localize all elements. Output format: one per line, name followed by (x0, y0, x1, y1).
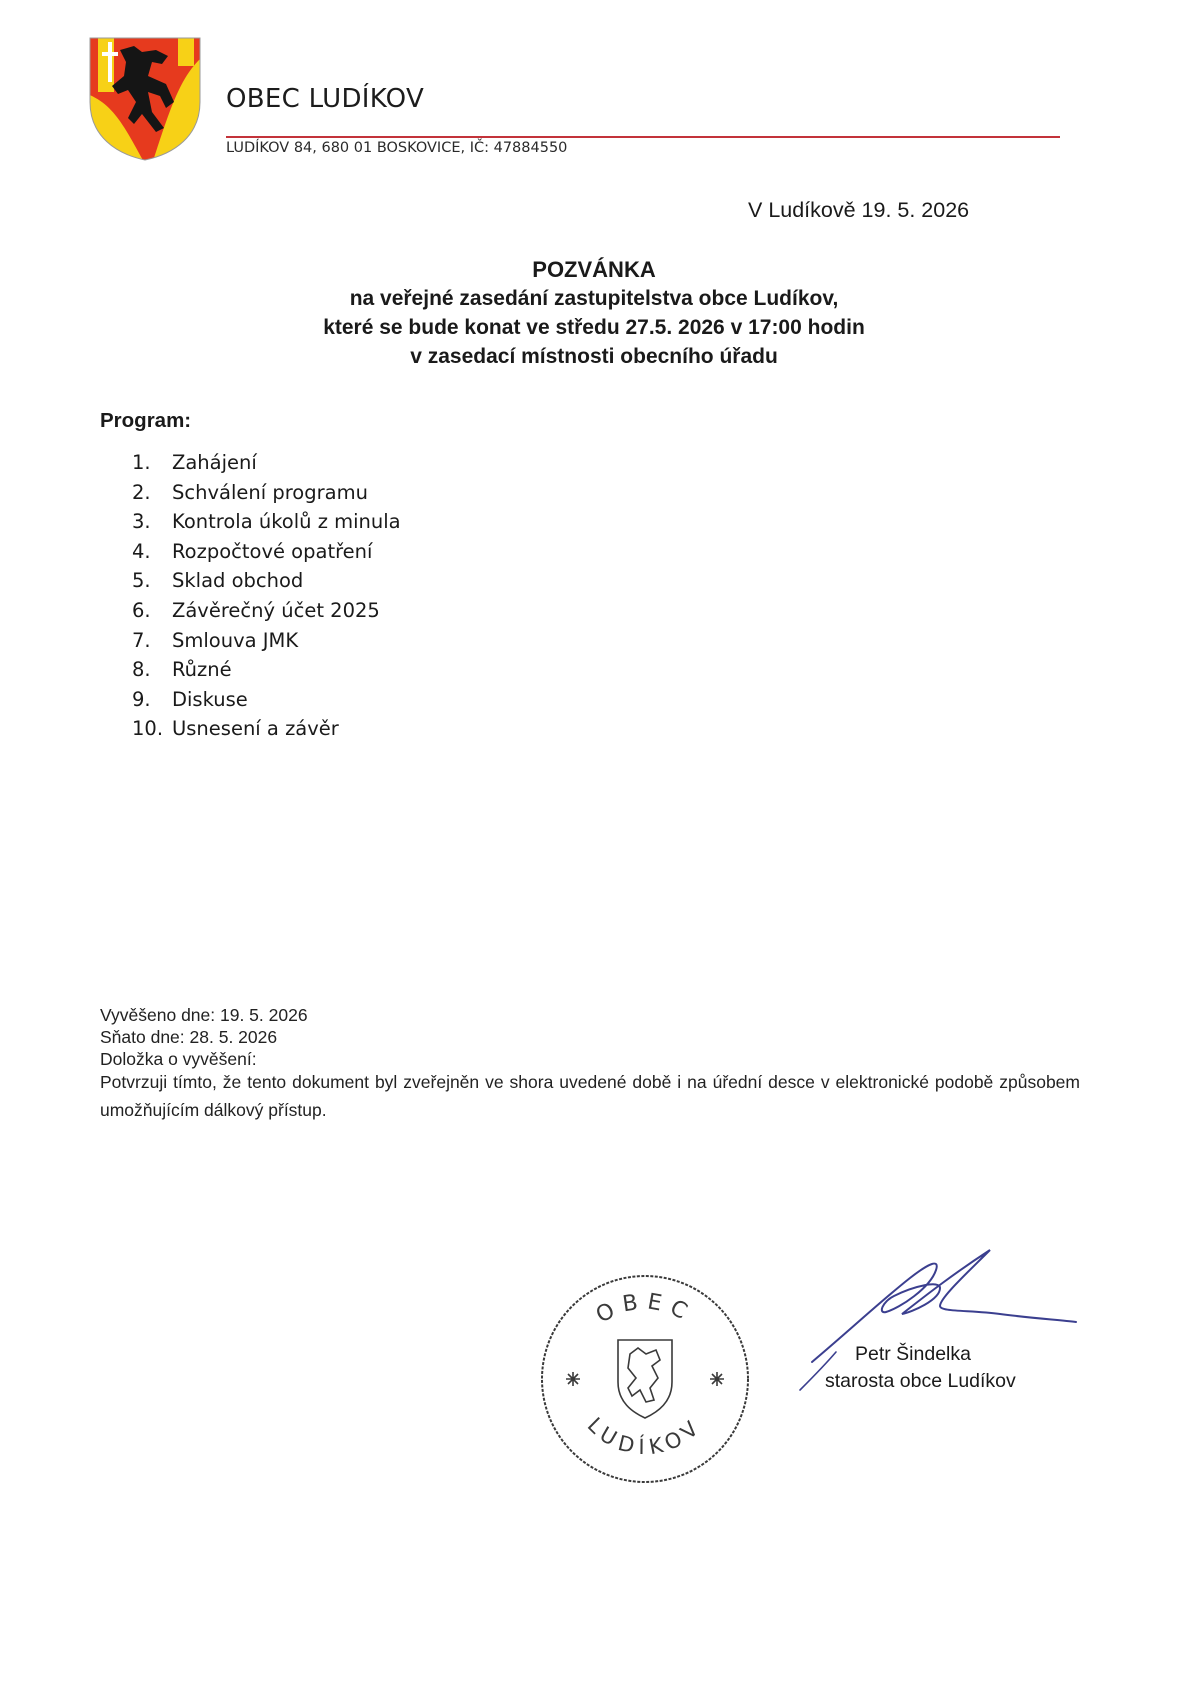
agenda-item (132, 685, 401, 715)
agenda-item (132, 537, 401, 567)
posting-dates (100, 1004, 308, 1070)
agenda-item (132, 626, 401, 656)
agenda-item-number: 3. (132, 510, 151, 534)
coat-of-arms-icon (82, 32, 208, 164)
agenda-item-text: Závěrečný účet 2025 (172, 598, 380, 622)
agenda-item-text: Smlouva JMK (172, 628, 299, 652)
removed-date: Sňato dne: 28. 5. 2026 (100, 1027, 278, 1047)
invitation-line-1: na veřejné zasedání zastupitelstva obce Ludíkov, (349, 287, 839, 310)
place-and-date: V Ludíkově 19. 5. 2026 (748, 198, 970, 222)
agenda-item-number: 7. (132, 628, 151, 652)
stamp-icon (536, 1270, 754, 1488)
agenda-list (132, 448, 401, 744)
svg-text:LUDÍKOV (583, 1413, 708, 1460)
agenda-item (132, 448, 401, 478)
svg-text:OBEC (592, 1289, 698, 1328)
agenda-item-text: Sklad obchod (172, 569, 304, 593)
stamp-bottom-text: LUDÍKOV (582, 1412, 708, 1460)
agenda-item-number: 8. (132, 658, 151, 682)
agenda-item-text: Kontrola úkolů z minula (172, 510, 401, 534)
agenda-item-number: 10. (132, 717, 164, 741)
agenda-item-number: 5. (132, 569, 151, 593)
stamp-top-text: OBEC (592, 1289, 699, 1329)
agenda-item-text: Různé (172, 658, 232, 682)
agenda-item-number: 2. (132, 480, 151, 504)
agenda-item-number: 1. (132, 451, 151, 474)
clause-label: Doložka o vyvěšení: (100, 1049, 257, 1069)
organization-address: LUDÍKOV 84, 680 01 BOSKOVICE, IČ: 47884550 (226, 140, 568, 156)
agenda-item (132, 507, 401, 537)
agenda-item (132, 566, 401, 596)
agenda-item-text: Diskuse (172, 687, 248, 711)
agenda-item-text: Zahájení (172, 451, 257, 474)
agenda-item-number: 4. (132, 539, 151, 563)
program-label: Program: (100, 409, 192, 432)
posted-date: Vyvěšeno dne: 19. 5. 2026 (100, 1005, 308, 1025)
organization-name: OBEC LUDÍKOV (226, 84, 425, 114)
header-rule (226, 136, 1060, 138)
agenda-item-number: 6. (132, 598, 151, 622)
agenda-item-text: Usnesení a závěr (172, 717, 339, 741)
agenda-item-text: Rozpočtové opatření (172, 539, 373, 563)
signer-name: Petr Šindelka (855, 1343, 971, 1365)
agenda-item-text: Schválení programu (172, 480, 368, 504)
invitation-line-2: které se bude konat ve středu 27.5. 2026 v 17:00 hodin (323, 316, 865, 339)
agenda-item (132, 478, 401, 508)
agenda-item (132, 655, 401, 685)
posting-clause-text: Potvrzuji tímto, že tento dokument byl zveřejněn ve shora uvedené době i na úřední desce v elektronické podobě způsobem umožňujícím dálkový přístup. (100, 1072, 1080, 1120)
agenda-item (132, 714, 401, 744)
signer-role: starosta obce Ludíkov (825, 1370, 1016, 1392)
agenda-item-number: 9. (132, 687, 151, 711)
agenda-item (132, 596, 401, 626)
invitation-line-3: v zasedací místnosti obecního úřadu (410, 345, 778, 368)
invitation-title: POZVÁNKA (532, 257, 656, 282)
